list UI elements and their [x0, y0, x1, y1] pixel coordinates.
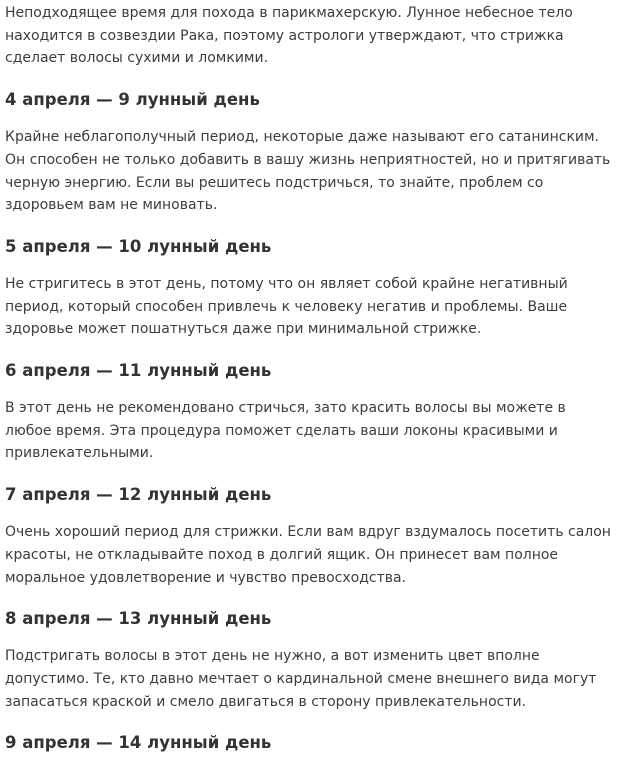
section-paragraph: Подстригать волосы в этот день не нужно, а вот изменить цвет вполне допустимо. Те, кто давно мечтает о кардинальной смене внешнего вида могут запасаться краской и смело двигаться в сторону привлекательности.	[5, 648, 597, 710]
intro-paragraph: Неподходящее время для похода в парикмахерскую. Лунное небесное тело находится в созвездии Рака, поэтому астрологи утверждают, что стрижка сделает волосы сухими и ломкими.	[5, 5, 573, 67]
section-paragraph: Крайне неблагополучный период, некоторые даже называют его сатанинским. Он способен не только добавить в вашу жизнь неприятностей, но и притягивать черную энергию. Если вы решитесь подстричься, то знайте, проблем со здоровьем вам не миновать.	[5, 129, 611, 214]
section-april-5	[5, 236, 615, 341]
section-heading: 9 апреля — 14 лунный день	[5, 733, 272, 753]
section-paragraph: В этот день не рекомендовано стричься, зато красить волосы вы можете в любое время. Эта процедура поможет сделать ваши локоны красивыми и привлекательными.	[5, 400, 566, 462]
section-paragraph: Не стригитесь в этот день, потому что он являет собой крайне негативный период, который способен привлечь к человеку негатив и проблемы. Ваше здоровье может пошатнуться даже при минимальной стрижке.	[5, 275, 568, 338]
section-april-6	[5, 360, 615, 465]
section-april-9	[5, 732, 615, 754]
section-heading: 7 апреля — 12 лунный день	[5, 485, 272, 505]
section-heading: 5 апреля — 10 лунный день	[5, 236, 272, 256]
article	[0, 2, 625, 754]
section-heading: 4 апреля — 9 лунный день	[5, 90, 260, 110]
section-heading: 8 апреля — 13 лунный день	[5, 609, 272, 629]
section-april-8	[5, 608, 615, 713]
section-april-7	[5, 484, 615, 589]
section-paragraph: Очень хороший период для стрижки. Если вам вдруг вздумалось посетить салон красоты, не откладывайте поход в долгий ящик. Он принесет вам полное моральное удовлетворение и чувство превосходства.	[5, 524, 611, 586]
section-april-4	[5, 89, 615, 217]
section-heading: 6 апреля — 11 лунный день	[5, 361, 272, 381]
